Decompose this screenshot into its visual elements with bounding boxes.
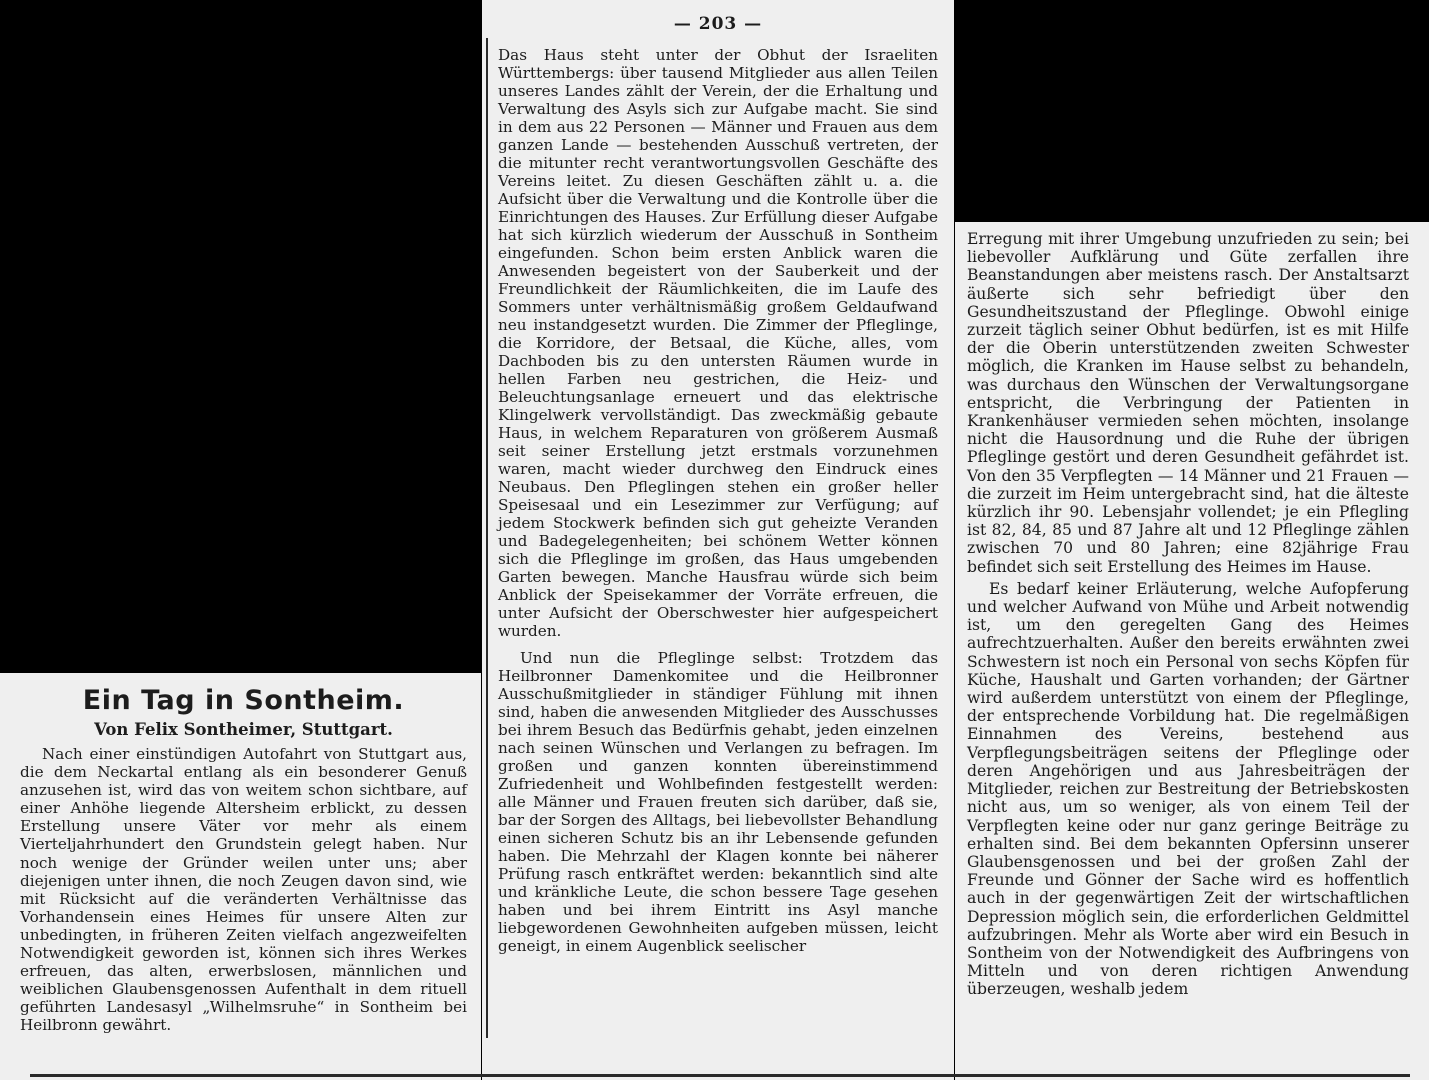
paragraph-residents: Und nun die Pfleglinge selbst: Trotzdem das Heilbronner Damenkomitee und die Heilbronner Ausschußmitglieder in ständiger Fühlung mit ihnen sind, haben die anwesenden Mitglieder des Ausschusses bei ihrem Besuch das Bedürfnis gehabt, jeden einzelnen nach seinen Wünschen und Verlangen zu befragen. Im großen und ganzen konnten übereinstimmend Zufriedenheit und Wohlbefinden festgestellt werden: alle Männer und Frauen freuten sich darüber, daß sie, bar der Sorgen des Alltags, bei liebevollster Behandlung einen sicheren Schutz bis an ihr Lebensende gefunden haben. Die Mehrzahl der Klagen konnte bei näherer Prüfung rasch entkräftet werden: bekanntlich sind alte und kränkliche Leute, die schon bessere Tage gesehen haben und bei ihrem Eintritt ins Asyl manche liebgewordenen Gewohnheiten aufgeben müssen, leicht geneigt, in einem Augenblick seelischer: [498, 649, 938, 955]
bottom-rule: [30, 1074, 1410, 1077]
paragraph-health: Erregung mit ihrer Umgebung unzufrieden zu sein; bei liebevoller Aufklärung und Güte zerfallen ihre Beanstandungen aber meistens rasch. Der Anstaltsarzt äußerte sich sehr befriedigt über den Gesundheitszustand der Pfleglinge. Obwohl einige zurzeit täglich seiner Obhut bedürfen, ist es mit Hilfe der die Oberin unterstützenden zweiten Schwester möglich, die Kranken im Hause selbst zu behandeln, was durchaus den Wünschen der Verwaltungsorgane entspricht, die Verbringung der Patienten in Krankenhäuser vermieden sehen möchten, insolange nicht die Hausordnung und die Ruhe der übrigen Pfleglinge gestört und deren Gesundheit gefährdet ist. Von den 35 Verpflegten — 14 Männer und 21 Frauen — die zurzeit im Heim untergebracht sind, hat die älteste kürzlich ihr 90. Lebensjahr vollendet; je ein Pflegling ist 82, 84, 85 und 87 Jahre alt und 12 Pfleglinge zählen zwischen 70 und 80 Jahren; eine 82jährige Frau befindet sich seit Erstellung des Heimes im Hause.: [967, 230, 1409, 576]
paragraph-finances: Es bedarf keiner Erläuterung, welche Aufopferung und welcher Aufwand von Mühe und Arbeit notwendig ist, um den geregelten Gang des Heimes aufrechtzuerhalten. Außer den bereits erwähnten zwei Schwestern ist noch ein Personal von sechs Köpfen für Küche, Haushalt und Garten vorhanden; der Gärtner wird außerdem unterstützt von einem der Pfleglinge, der entsprechende Vorbildung hat. Die regelmäßigen Einnahmen des Vereins, bestehend aus Verpflegungsbeiträgen seitens der Pfleglinge oder deren Angehörigen und aus Jahresbeiträgen der Mitglieder, reichen zur Bestreitung der Betriebskosten nicht aus, um so weniger, als von einem Teil der Verpflegten keine oder nur ganz geringe Beiträge zu erhalten sind. Bei dem bekannten Opfersinn unserer Glaubensgenossen und bei der großen Zahl der Freunde und Gönner der Sache wird es hoffentlich auch in der gegenwärtigen Zeit der wirtschaftlichen Depression möglich sein, die erforderlichen Geldmittel aufzubringen. Mehr als Worte aber wird ein Besuch in Sontheim von der Notwendigkeit des Aufbringens von Mitteln und von deren richtigen Anwendung überzeugen, weshalb jedem: [967, 579, 1409, 999]
column-rule: [486, 38, 488, 1038]
article-column-2: [482, 0, 954, 1080]
paragraph-intro: Nach einer einstündigen Autofahrt von Stuttgart aus, die dem Neckartal entlang als ein besonderer Genuß anzusehen ist, wird das von weitem schon sichtbare, auf einer Anhöhe liegende Altersheim erblickt, zu dessen Erstellung unsere Väter vor mehr als einem Vierteljahrhundert den Grundstein gelegt haben. Nur noch wenige der Gründer weilen unter uns; aber diejenigen unter ihnen, die noch Zeugen davon sind, wie mit Rücksicht auf die veränderten Verhältnisse das Vorhandensein eines Heimes für unsere Alten zur unbedingten, in früheren Zeiten vielfach angezweifelten Notwendigkeit geworden ist, können sich ihres Werkes erfreuen, das alten, erwerbslosen, männlichen und weiblichen Glaubensgenossen Aufenthalt in dem rituell geführten Landesasyl „Wilhelmsruhe“ in Sontheim bei Heilbronn gewährt.: [20, 745, 467, 1035]
article-byline: Von Felix Sontheimer, Stuttgart.: [94, 720, 393, 739]
paragraph-house: Das Haus steht unter der Obhut der Israeliten Württembergs: über tausend Mitglieder aus allen Teilen unseres Landes zählt der Verein, der die Erhaltung und Verwaltung des Asyls sich zur Aufgabe macht. Sie sind in dem aus 22 Personen — Männer und Frauen aus dem ganzen Lande — bestehenden Ausschuß vertreten, der die mitunter recht verantwortungsvollen Geschäfte des Vereins leitet. Zu diesen Geschäften zählt u. a. die Aufsicht über die Verwaltung und die Kontrolle über die Einrichtungen des Hauses. Zur Erfüllung dieser Aufgabe hat sich kürzlich wiederum der Ausschuß in Sontheim eingefunden. Schon beim ersten Anblick waren die Anwesenden begeistert von der Sauberkeit und der Freundlichkeit der Räumlichkeiten, die im Laufe des Sommers unter verhältnismäßig großem Geldaufwand neu instandgesetzt wurden. Die Zimmer der Pfleglinge, die Korridore, der Betsaal, die Küche, alles, vom Dachboden bis zu den untersten Räumen wurde in hellen Farben neu gestrichen, die Heiz- und Beleuchtungsanlage erneuert und das elektrische Klingelwerk vervollständigt. Das zweckmäßig gebaute Haus, in welchem Reparaturen von größerem Ausmaß seit seiner Erstellung jetzt erstmals vorzunehmen waren, macht wieder durchweg den Eindruck eines Neubaus. Den Pfleglingen stehen ein großer heller Speisesaal und ein Lesezimmer zur Verfügung; auf jedem Stockwerk befinden sich gut geheizte Veranden und Badegelegenheiten; bei schönem Wetter können sich die Pfleglinge im großen, das Haus umgebenden Garten bewegen. Manche Hausfrau würde sich beim Anblick der Speisekammer der Vorräte erfreuen, die unter Aufsicht der Oberschwester hier aufgespeichert wurden.: [498, 46, 938, 640]
article-title: Ein Tag in Sontheim.: [82, 685, 405, 716]
article-column-1: [0, 673, 481, 1080]
page-number: — 203 —: [673, 14, 763, 34]
article-column-3: [955, 222, 1429, 1080]
